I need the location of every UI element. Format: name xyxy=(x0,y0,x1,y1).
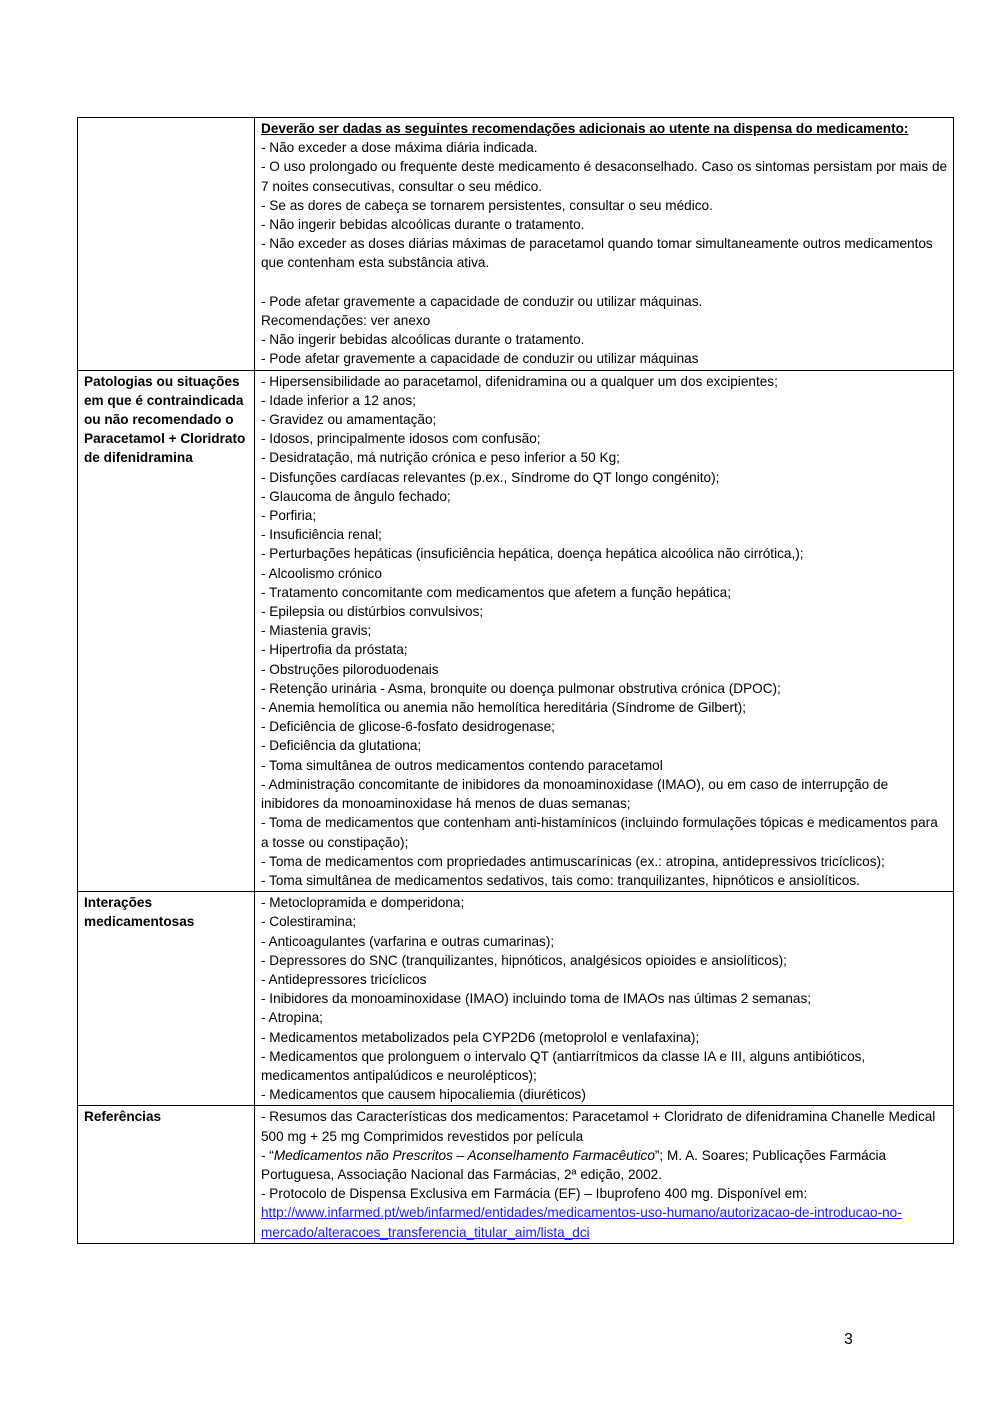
list-item: - Inibidores da monoaminoxidase (IMAO) incluindo toma de IMAOs nas últimas 2 semanas; xyxy=(261,991,812,1007)
list-item: - Pode afetar gravemente a capacidade de conduzir ou utilizar máquinas xyxy=(261,351,699,367)
list-item: - Anemia hemolítica ou anemia não hemolítica hereditária (Síndrome de Gilbert); xyxy=(261,700,747,716)
list-item: - Não exceder as doses diárias máximas de paracetamol quando tomar simultaneamente outros medicamentos que contenham esta substância ativa. xyxy=(261,236,933,271)
recommendations-cell xyxy=(255,118,954,371)
list-item: - Deficiência da glutationa; xyxy=(261,738,422,754)
list-item: - Não ingerir bebidas alcoólicas durante o tratamento. xyxy=(261,217,585,233)
list-item: - Idosos, principalmente idosos com confusão; xyxy=(261,431,541,447)
spacer xyxy=(261,273,949,292)
table-row xyxy=(78,118,954,371)
recommendations-heading: Deverão ser dadas as seguintes recomendações adicionais ao utente na dispensa do medicamento: xyxy=(261,121,909,136)
list-item: - Colestiramina; xyxy=(261,914,357,930)
list-item: - Anticoagulantes (varfarina e outras cumarinas); xyxy=(261,933,555,949)
list-item: - Epilepsia ou distúrbios convulsivos; xyxy=(261,604,484,620)
list-item: - Hipersensibilidade ao paracetamol, difenidramina ou a qualquer um dos excipientes; xyxy=(261,373,778,389)
list-item: - Atropina; xyxy=(261,1010,323,1026)
row-label-empty xyxy=(78,118,255,371)
list-item: - Antidepressores tricíclicos xyxy=(261,971,427,987)
list-item: - Perturbações hepáticas (insuficiência hepática, doença hepática alcoólica não cirrótica,); xyxy=(261,546,804,562)
table-row xyxy=(78,892,954,1106)
table-row xyxy=(78,370,954,891)
list-item: - Gravidez ou amamentação; xyxy=(261,412,437,428)
list-item: - Depressores do SNC (tranquilizantes, hipnóticos, analgésicos opioides e ansiolíticos); xyxy=(261,952,787,968)
list-item: - Toma simultânea de outros medicamentos contendo paracetamol xyxy=(261,757,663,773)
list-item: - Disfunções cardíacas relevantes (p.ex., Síndrome do QT longo congénito); xyxy=(261,469,720,485)
list-item: - Metoclopramida e domperidona; xyxy=(261,895,465,911)
references-cell xyxy=(255,1106,954,1243)
list-item: - Se as dores de cabeça se tornarem persistentes, consultar o seu médico. xyxy=(261,197,713,213)
list-item: - Desidratação, má nutrição crónica e peso inferior a 50 Kg; xyxy=(261,450,620,466)
reference-item xyxy=(261,1146,949,1184)
interactions-cell xyxy=(255,892,954,1106)
reference-item: - Protocolo de Dispensa Exclusiva em Farmácia (EF) – Ibuprofeno 400 mg. Disponível em: xyxy=(261,1186,808,1202)
contraindications-cell xyxy=(255,370,954,891)
list-item: - Glaucoma de ângulo fechado; xyxy=(261,488,451,504)
list-item: - O uso prolongado ou frequente deste medicamento é desaconselhado. Caso os sintomas persistam por mais de 7 noites consecutivas, consultar o seu médico. xyxy=(261,159,948,194)
list-item: - Medicamentos que prolonguem o intervalo QT (antiarrítmicos da classe IA e III, alguns antibióticos, medicamentos antipalúdicos e neurolépticos); xyxy=(261,1048,866,1083)
references-label: Referências xyxy=(78,1106,255,1243)
list-item: - Medicamentos que causem hipocaliemia (diuréticos) xyxy=(261,1087,586,1103)
list-item: - Retenção urinária - Asma, bronquite ou doença pulmonar obstrutiva crónica (DPOC); xyxy=(261,680,781,696)
list-item: - Insuficiência renal; xyxy=(261,527,382,543)
infarmed-link[interactable]: http://www.infarmed.pt/web/infarmed/entidades/medicamentos-uso-humano/autorizacao-de-introducao-no-mercado/alteracoes_transferencia_titular_aim/lista_dci xyxy=(261,1205,902,1240)
page-number: 3 xyxy=(844,1331,853,1348)
list-item: - Toma de medicamentos com propriedades antimuscarínicas (ex.: atropina, antidepressivos tricíclicos); xyxy=(261,853,885,869)
list-item: - Toma de medicamentos que contenham anti-histamínicos (incluindo formulações tópicas e medicamentos para a tosse ou constipação); xyxy=(261,815,938,850)
list-item: - Administração concomitante de inibidores da monoaminoxidase (IMAO), ou em caso de interrupção de inibidores da monoaminoxidase há menos de duas semanas; xyxy=(261,776,889,812)
list-item: Recomendações: ver anexo xyxy=(261,313,431,329)
table-row xyxy=(78,1106,954,1243)
list-item: - Deficiência de glicose-6-fosfato desidrogenase; xyxy=(261,719,555,735)
interactions-label: Interações medicamentosas xyxy=(78,892,255,1106)
list-item: - Obstruções piloroduodenais xyxy=(261,661,439,677)
list-item: - Hipertrofia da próstata; xyxy=(261,642,408,658)
list-item: - Porfiria; xyxy=(261,508,317,524)
list-item: - Medicamentos metabolizados pela CYP2D6 (metoprolol e venlafaxina); xyxy=(261,1029,700,1045)
contraindications-label: Patologias ou situações em que é contraindicada ou não recomendado o Paracetamol + Cloridrato de difenidramina xyxy=(78,370,255,891)
reference-book-title: Medicamentos não Prescritos – Aconselhamento Farmacêutico xyxy=(273,1147,655,1163)
list-item: - Alcoolismo crónico xyxy=(261,565,382,581)
list-item: - Pode afetar gravemente a capacidade de conduzir ou utilizar máquinas. xyxy=(261,293,703,309)
list-item: - Não ingerir bebidas alcoólicas durante o tratamento. xyxy=(261,332,585,348)
reference-item: - Resumos das Características dos medicamentos: Paracetamol + Cloridrato de difenidramina Chanelle Medical 500 mg + 25 mg Comprimidos revestidos por película xyxy=(261,1109,936,1144)
list-item: - Idade inferior a 12 anos; xyxy=(261,392,416,408)
list-item: - Tratamento concomitante com medicamentos que afetem a função hepática; xyxy=(261,584,731,600)
medication-info-table xyxy=(77,117,954,1244)
reference-details: ”; M. A. Soares; Publicações Farmácia Portuguesa, Associação Nacional das Farmácias, 2ª edição, 2002. xyxy=(261,1147,887,1182)
list-item: - Não exceder a dose máxima diária indicada. xyxy=(261,140,538,156)
list-item: - Toma simultânea de medicamentos sedativos, tais como: tranquilizantes, hipnóticos e ansiolíticos. xyxy=(261,872,860,888)
list-item: - Miastenia gravis; xyxy=(261,623,372,639)
reference-quote-open: - “ xyxy=(261,1147,274,1163)
